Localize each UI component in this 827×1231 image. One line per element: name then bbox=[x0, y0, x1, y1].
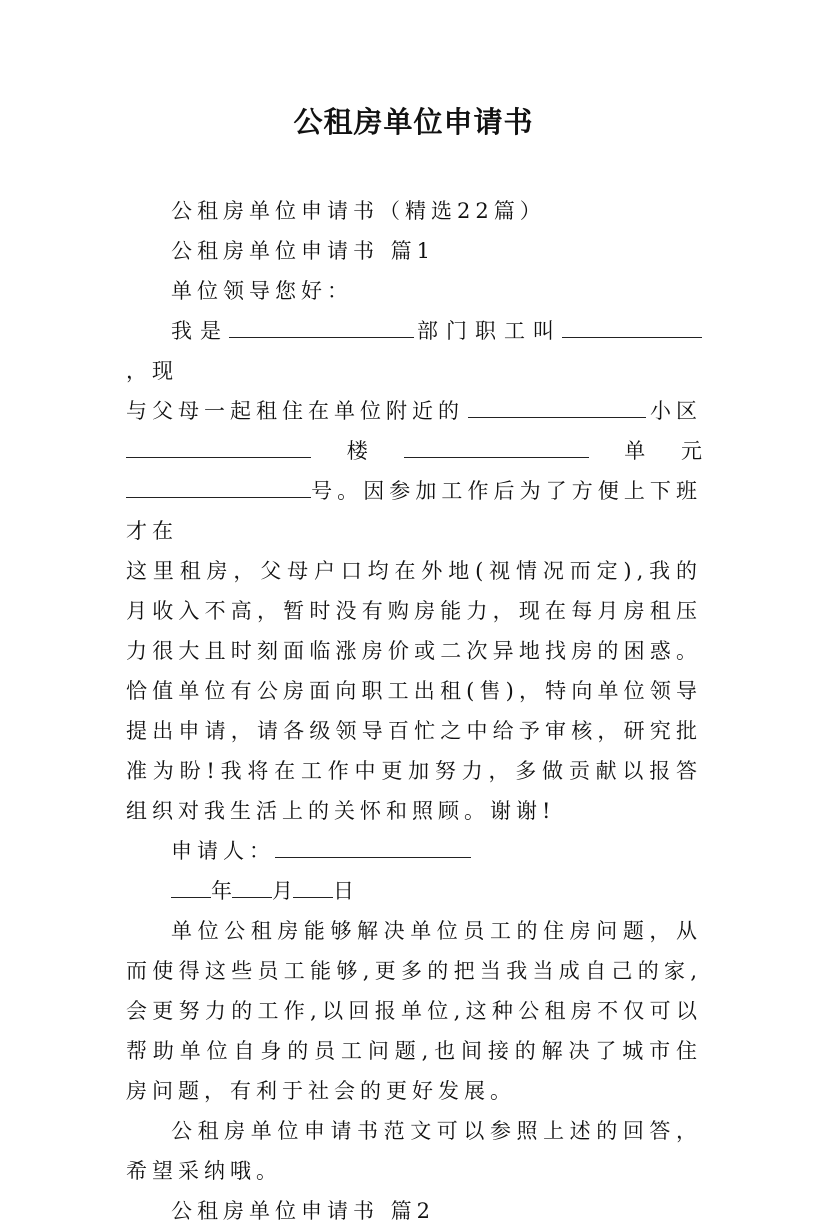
community-blank[interactable] bbox=[468, 393, 646, 418]
para1-lou: 楼 bbox=[346, 439, 368, 463]
section-heading-2: 公租房单位申请书 篇2 bbox=[171, 1199, 436, 1223]
date-month: 月 bbox=[272, 879, 293, 903]
applicant-line bbox=[126, 831, 702, 871]
document-title: 公租房单位申请书 bbox=[293, 105, 534, 139]
para1-line1 bbox=[126, 311, 702, 391]
para1-dan: 单 bbox=[624, 439, 646, 463]
para1-line4 bbox=[126, 471, 702, 551]
department-blank[interactable] bbox=[229, 313, 414, 338]
para1-mid1: 部门职工叫 bbox=[414, 319, 562, 343]
para3: 公租房单位申请书范文可以参照上述的回答，希望采纳哦。 bbox=[126, 1119, 702, 1183]
section-heading-1: 公租房单位申请书 篇1 bbox=[171, 239, 436, 263]
applicant-label: 申请人： bbox=[171, 839, 275, 863]
day-blank[interactable] bbox=[293, 873, 333, 898]
subtitle: 公租房单位申请书（精选22篇） bbox=[171, 199, 546, 223]
para2: 单位公租房能够解决单位员工的住房问题，从而使得这些员工能够,更多的把当我当成自己的家,会更努力的工作,以回报单位,这种公租房不仅可以帮助单位自身的员工问题,也间接的解决了城市住房问题，有利于社会的更好发展。 bbox=[126, 919, 702, 1103]
greeting: 单位领导您好： bbox=[171, 279, 353, 303]
room-blank[interactable] bbox=[126, 473, 311, 498]
para1-rest: 这里租房，父母户口均在外地(视情况而定),我的月收入不高，暂时没有购房能力，现在每月房租压力很大且时刻面临涨房价或二次异地找房的困惑。恰值单位有公房面向职工出租(售)，特向单位领导提出申请，请各级领导百忙之中给予审核，研究批准为盼!我将在工作中更加努力，多做贡献以报答组织对我生活上的关怀和照顾。谢谢! bbox=[126, 559, 702, 823]
para1-line3 bbox=[126, 431, 702, 471]
document-body bbox=[126, 191, 702, 1231]
year-blank[interactable] bbox=[171, 873, 211, 898]
unit-blank[interactable] bbox=[404, 433, 589, 458]
para1-mid2: ，现 bbox=[126, 359, 178, 383]
month-blank[interactable] bbox=[232, 873, 272, 898]
para1-line2 bbox=[126, 391, 702, 431]
para1-line2-text: 与父母一起租住在单位附近的 bbox=[126, 399, 464, 423]
para1-yuan: 元 bbox=[681, 439, 702, 463]
date-line bbox=[126, 871, 702, 911]
date-day: 日 bbox=[333, 879, 354, 903]
para1-line4-rest: 号。因参加工作后为了方便上下班才在 bbox=[126, 479, 702, 543]
para1-line2-end: 小区 bbox=[650, 399, 702, 423]
date-year: 年 bbox=[211, 879, 232, 903]
building-blank[interactable] bbox=[126, 433, 311, 458]
para1-prefix: 我是 bbox=[171, 319, 229, 343]
applicant-blank[interactable] bbox=[275, 833, 471, 858]
name-blank[interactable] bbox=[562, 313, 702, 338]
